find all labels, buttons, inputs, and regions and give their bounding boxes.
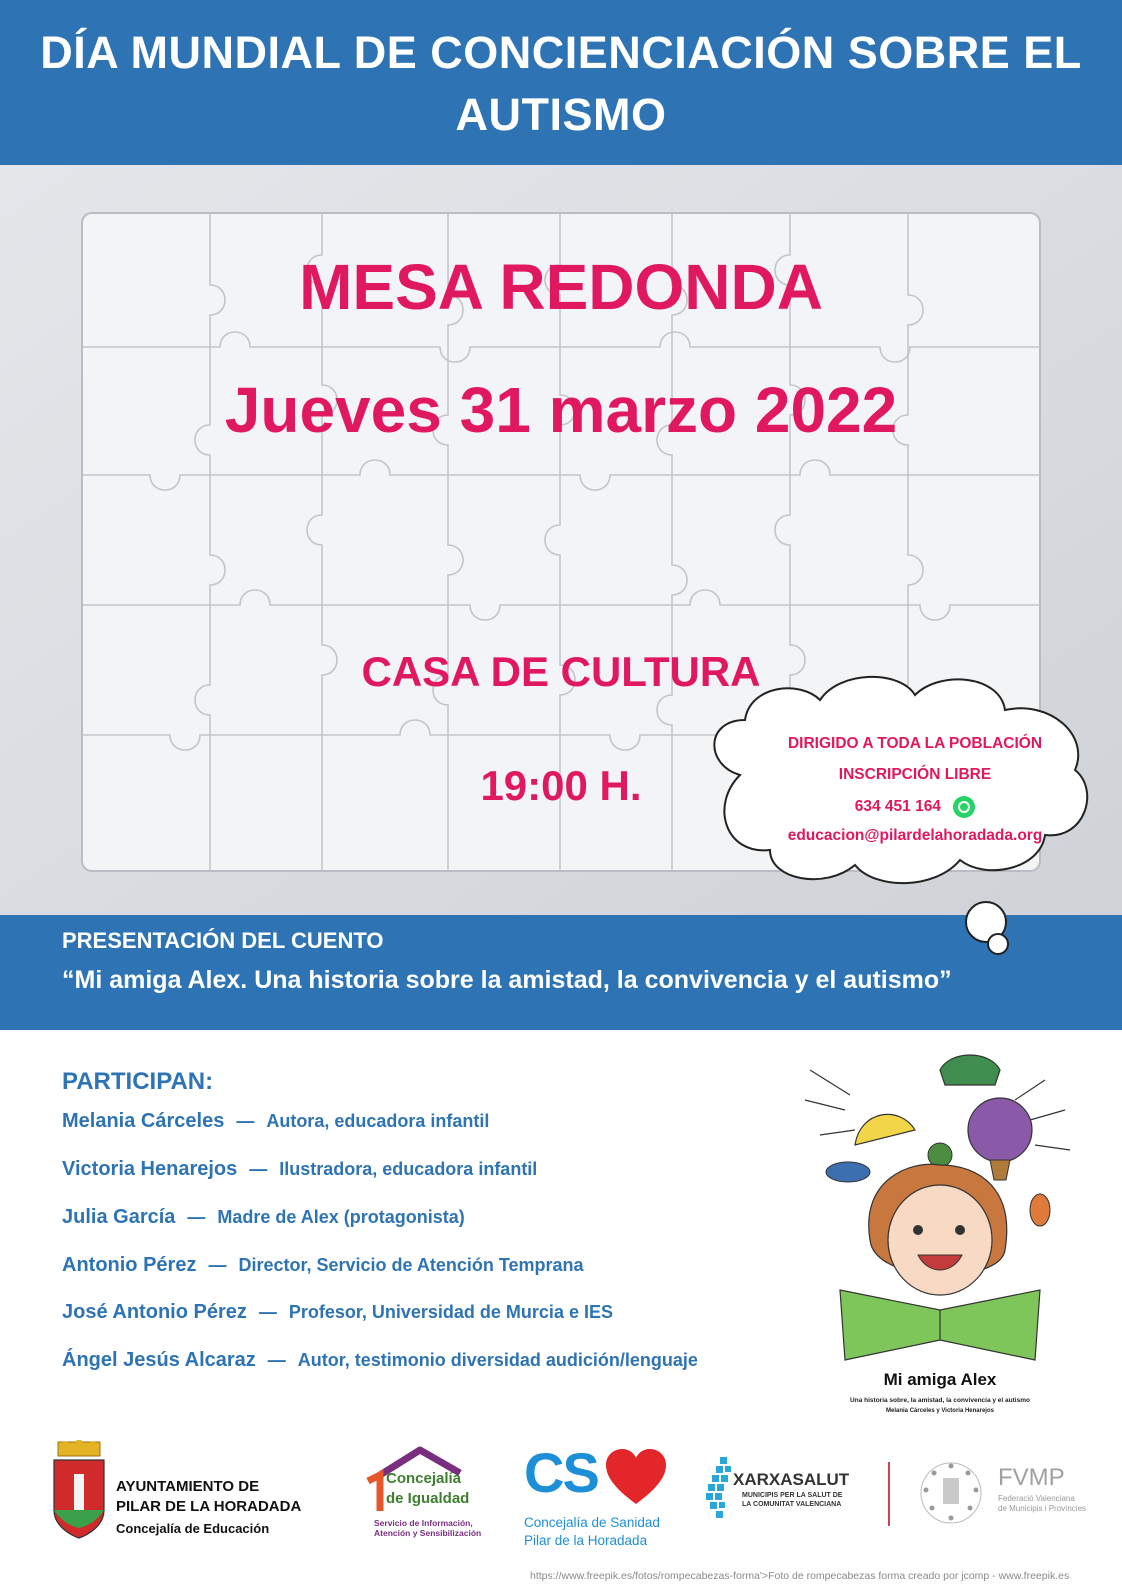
participants-heading: PARTICIPAN:: [62, 1068, 214, 1095]
fvmp-line-3: de Municipis i Províncies: [998, 1504, 1087, 1513]
presentation-label: PRESENTACIÓN DEL CUENTO: [62, 928, 384, 953]
logo-divider: [888, 1462, 890, 1526]
sanidad-line-1: Concejalía de Sanidad: [524, 1515, 660, 1530]
event-date: Jueves 31 marzo 2022: [224, 374, 898, 446]
book-cover-title: Mi amiga Alex: [883, 1370, 997, 1389]
cs-mark: CS: [524, 1441, 598, 1504]
participant-row: [62, 1254, 584, 1277]
participant-row: [62, 1110, 489, 1133]
participant-row: [62, 1206, 465, 1229]
cloud-phone[interactable]: 634 451 164: [854, 798, 941, 816]
page-title: [0, 22, 1122, 146]
participant-row: [62, 1158, 537, 1181]
igualdad-line-4: Atención y Sensibilización: [374, 1528, 482, 1538]
book-illustration: [800, 1040, 1080, 1365]
dash: —: [258, 1302, 277, 1322]
whatsapp-icon: [953, 796, 975, 818]
dash: —: [187, 1207, 206, 1227]
participant-row: [62, 1349, 698, 1372]
participant-role: Director, Servicio de Atención Temprana: [238, 1255, 584, 1275]
igualdad-line-1: Concejalía: [386, 1470, 462, 1487]
participant-role: Profesor, Universidad de Murcia e IES: [288, 1302, 613, 1322]
cloud-phone-row: [745, 796, 1085, 818]
cloud-line-1: DIRIGIDO A TODA LA POBLACIÓN: [787, 735, 1043, 752]
fvmp-line-1: FVMP: [998, 1464, 1065, 1491]
participant-row: [62, 1301, 613, 1324]
participant-role: Ilustradora, educadora infantil: [279, 1159, 538, 1179]
event-title: MESA REDONDA: [299, 251, 823, 323]
book-cover-authors: Melania Cárceles y Victoria Henarejos: [886, 1408, 994, 1414]
participant-name: Melania Cárceles: [62, 1110, 225, 1132]
ayto-line-3: Concejalía de Educación: [116, 1521, 270, 1536]
book-cover-subtitle: Una historia sobre, la amistad, la convivencia y el autismo: [850, 1397, 1030, 1404]
dash: —: [208, 1255, 227, 1275]
header-banner: [0, 0, 1122, 165]
cloud-email[interactable]: educacion@pilardelahoradada.org: [787, 827, 1043, 844]
participant-name: Victoria Henarejos: [62, 1158, 238, 1180]
xarxasalut-line-3: LA COMUNITAT VALENCIANA: [742, 1501, 842, 1508]
igualdad-line-2: de Igualdad: [386, 1490, 470, 1507]
thought-bubbles: [960, 900, 1030, 960]
ayto-line-2: PILAR DE LA HORADADA: [116, 1498, 302, 1515]
participant-name: Julia García: [62, 1206, 176, 1228]
participant-role: Autora, educadora infantil: [266, 1111, 490, 1131]
participant-role: Autor, testimonio diversidad audición/lenguaje: [297, 1350, 698, 1370]
sanidad-line-2: Pilar de la Horadada: [524, 1533, 648, 1548]
event-time: 19:00 H.: [480, 762, 642, 809]
fvmp-line-2: Federació Valenciana: [998, 1494, 1075, 1503]
participant-name: Antonio Pérez: [62, 1254, 197, 1276]
event-venue: CASA DE CULTURA: [361, 648, 761, 695]
heart-icon: [604, 1448, 668, 1508]
participant-name: Ángel Jesús Alcaraz: [62, 1349, 256, 1371]
igualdad-line-3: Servicio de Información,: [374, 1518, 473, 1528]
title-line-2: AUTISMO: [455, 89, 667, 140]
image-credit: https://www.freepik.es/fotos/rompecabezas-forma'>Foto de rompecabezas forma creado por jcomp - www.freepik.es: [530, 1570, 1070, 1582]
participant-name: José Antonio Pérez: [62, 1301, 247, 1323]
xarxasalut-line-1: XARXASALUT: [733, 1470, 850, 1489]
info-cloud: [700, 665, 1100, 915]
book-cover: [800, 1040, 1080, 1430]
ayto-line-1: AYUNTAMIENTO DE: [116, 1478, 260, 1495]
participant-role: Madre de Alex (protagonista): [217, 1207, 465, 1227]
dash: —: [267, 1350, 286, 1370]
generalitat-seal-icon: [918, 1460, 984, 1526]
dash: —: [249, 1159, 268, 1179]
xarxasalut-map-icon: [702, 1455, 742, 1525]
dash: —: [236, 1111, 255, 1131]
coat-of-arms-logo: [50, 1440, 108, 1540]
cloud-line-2: INSCRIPCIÓN LIBRE: [838, 766, 992, 783]
title-line-1: DÍA MUNDIAL DE CONCIENCIACIÓN SOBRE EL: [40, 27, 1082, 78]
book-quote: “Mi amiga Alex. Una historia sobre la amistad, la convivencia y el autismo”: [62, 966, 952, 994]
xarxasalut-line-2: MUNICIPIS PER LA SALUT DE: [742, 1492, 843, 1499]
